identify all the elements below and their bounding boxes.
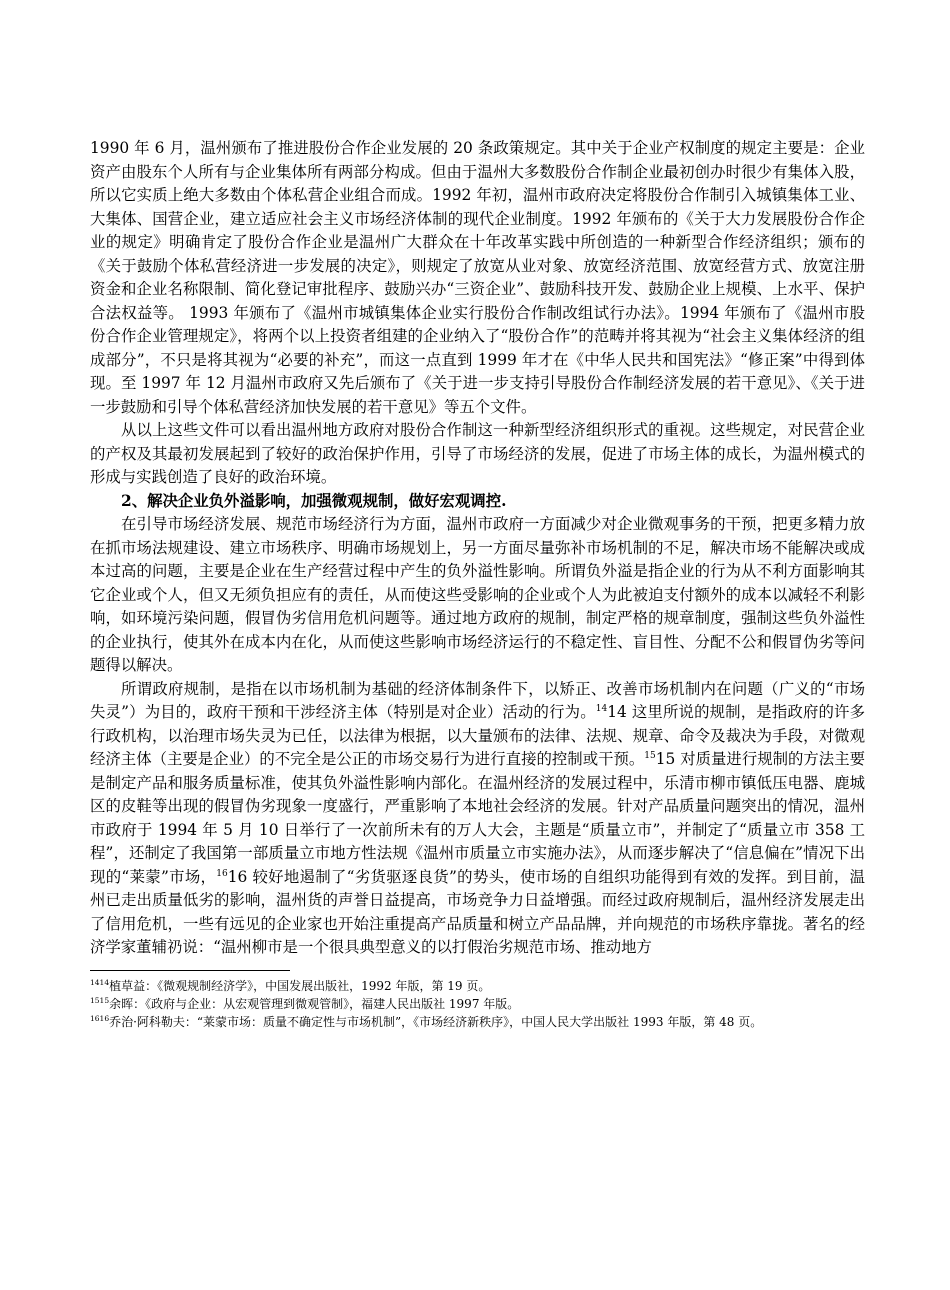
paragraph-policy-history: 1990 年 6 月，温州颁布了推进股份合作企业发展的 20 条政策规定。其中关于企业产权制度的规定主要是：企业资产由股东个人所有与企业集体所有两部分构成。但由于温州大多数股份合作制企业最初创办时很少有集体入股，所以它实质上绝大多数由个体私营企业组合而成。1992 年初，温州市政府决定将股份合作制引入城镇集体工业、大集体、国营企业，建立适应社会主义市场经济体制的现代企业制度。1992 年颁布的《关于大力发展股份合作企业的规定》明确肯定了股份合作企业是温州广大群众在十年改革实践中所创造的一种新型合作经济组织；颁布的《关于鼓励个体私营经济进一步发展的决定》，则规定了放宽从业对象、放宽经济范围、放宽经营方式、放宽注册资金和企业名称限制、简化登记审批程序、鼓励兴办“三资企业”、鼓励科技开发、鼓励企业上规模、上水平、保护合法权益等。 1993 年颁布了《温州市城镇集体企业实行股份合作制改组试行办法》。1994 年颁布了《温州市股份合作企业管理规定》，将两个以上投资者组建的企业纳入了“股份合作”的范畴并将其视为“社会主义集体经济的组成部分”，不只是将其视为“必要的补充”，而这一点直到 1999 年才在《中华人民共和国宪法》“修正案”中得到体现。至 1997 年 12 月温州市政府又先后颁布了《关于进一步支持引导股份合作制经济发展的若干意见》、《关于进一步鼓励和引导个体私营经济加快发展的若干意见》等五个文件。: [90, 139, 865, 416]
document-page: [90, 137, 865, 1031]
paragraph-regulation-part-3: 15 对质量进行规制的方法主要是制定产品和服务质量标准，使其负外溢性影响内部化。在温州经济的发展过程中，乐清市柳市镇低压电器、鹿城区的皮鞋等出现的假冒伪劣现象一度盛行，严重影响了本地社会经济的发展。针对产品质量问题突出的情况，温州市政府于 1994 年 5 月 10 日举行了一次前所未有的万人大会，主题是“质量立市”，并制定了“质量立市 358 工程”，还制定了我国第一部质量立市地方性法规《温州市质量立市实施办法》，从而逐步解决了“信息偏在”情况下出现的“莱蒙”市场，: [90, 750, 865, 886]
footnote-15: [90, 995, 865, 1013]
footnote-ref-16[interactable]: 16: [216, 868, 228, 879]
paragraph-externality: 在引导市场经济发展、规范市场经济行为方面，温州市政府一方面减少对企业微观事务的干预，把更多精力放在抓市场法规建设、建立市场秩序、明确市场规划上，另一方面尽量弥补市场机制的不足，解决市场不能解决或成本过高的问题，主要是企业在生产经营过程中产生的负外溢性影响。所谓负外溢是指企业的行为从不利方面影响其它企业或个人，但又无须负担应有的责任，从而使这些受影响的企业或个人为此被迫支付额外的成本以减轻不利影响，如环境污染问题，假冒伪劣信用危机问题等。通过地方政府的规制，制定严格的规章制度，强制这些负外溢性的企业执行，使其外在成本内在化，从而使这些影响市场经济运行的不稳定性、盲目性、分配不公和假冒伪劣等问题得以解决。: [90, 515, 865, 674]
footnote-text: 植草益：《微观规制经济学》，中国发展出版社，1992 年版，第 19 页。: [109, 978, 491, 993]
footnote-text: 乔治·阿科勒夫：“莱蒙市场：质量不确定性与市场机制”，《市场经济新秩序》，中国人民大学出版社 1993 年版，第 48 页。: [109, 1014, 763, 1029]
footnote-mark: 1414: [90, 977, 110, 987]
footnote-16: [90, 1013, 865, 1031]
paragraph-policy-summary: 从以上这些文件可以看出温州地方政府对股份合作制这一种新型经济组织形式的重视。这些规定，对民营企业的产权及其最初发展起到了较好的政治保护作用，引导了市场经济的发展，促进了市场主体的成长，为温州模式的形成与实践创造了良好的政治环境。: [90, 421, 865, 486]
paragraph-regulation-part-4: 16 较好地遏制了“劣货驱逐良货”的势头，使市场的自组织功能得到有效的发挥。到目前，温州已走出质量低劣的影响，温州货的声誉日益提高，市场竞争力日益增强。而经过政府规制后，温州经济发展走出了信用危机，一些有远见的企业家也开始注重提高产品质量和树立产品品牌，并向规范的市场秩序靠拢。著名的经济学家董辅礽说：“温州柳市是一个很具典型意义的以打假治劣规范市场、推动地方: [90, 867, 865, 956]
footnote-separator: [90, 970, 290, 971]
footnote-ref-15[interactable]: 15: [644, 750, 656, 761]
paragraph-regulation-part-2: 14 这里所说的规制，是指政府的许多行政机构，以治理市场失灵为已任，以法律为根据，以大量颁布的法律、法规、规章、命令及裁决为手段，对微观经济主体（主要是企业）的不完全是公正的市场交易行为进行直接的控制或干预。: [90, 703, 866, 768]
section-heading: 2、解决企业负外溢影响，加强微观规制，做好宏观调控.: [121, 491, 507, 510]
footnote-mark: 1616: [90, 1013, 110, 1023]
footnote-text: 余晖：《政府与企业：从宏观管理到微观管制》，福建人民出版社 1997 年版。: [109, 996, 520, 1011]
paragraph-regulation: [90, 678, 865, 960]
footnote-ref-14[interactable]: 14: [595, 703, 608, 714]
footnote-mark: 1515: [90, 995, 110, 1005]
paragraph-regulation-part-1: 所谓政府规制，是指在以市场机制为基础的经济体制条件下，以矫正、改善市场机制内在问题（广义的“市场失灵”）为目的，政府干预和干涉经济主体（特别是对企业）活动的行为。: [90, 679, 865, 721]
footnote-14: [90, 977, 865, 995]
